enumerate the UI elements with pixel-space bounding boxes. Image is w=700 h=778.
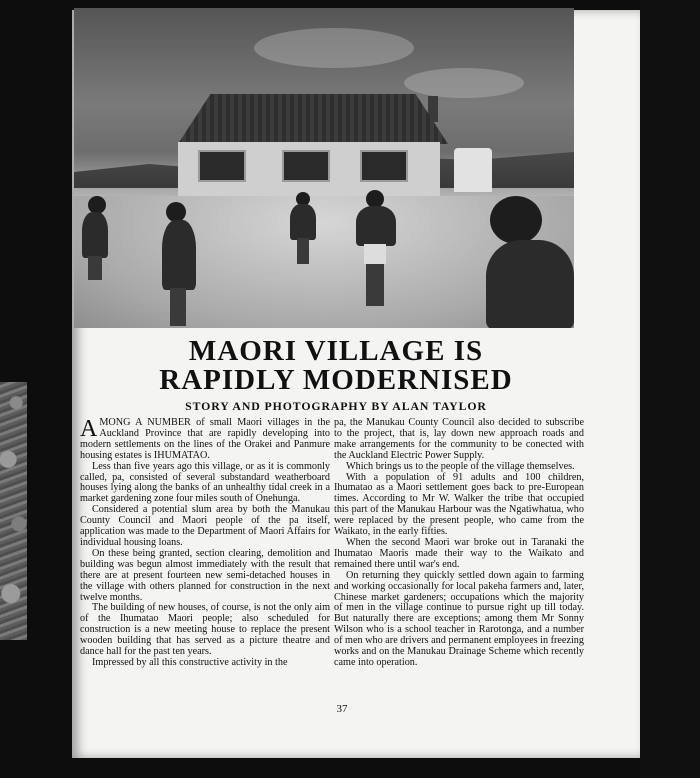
child-figure xyxy=(356,206,396,246)
child-shorts xyxy=(364,244,386,264)
article-paragraph xyxy=(80,418,330,462)
child-figure xyxy=(290,204,316,240)
headline-line: MAORI VILLAGE IS xyxy=(188,335,484,367)
page-number: 37 xyxy=(336,703,348,715)
child-legs xyxy=(297,238,309,264)
house-window xyxy=(198,150,246,182)
article-paragraph: The building of new houses, of course, is not the only aim of the Ihumatao Maori people; also scheduled for construction is a new meeting house to replace the present wooden building that has served as a picture theatre and dance hall for the past ten years. xyxy=(80,602,330,658)
child-figure xyxy=(162,220,196,290)
article-headline xyxy=(130,337,542,395)
child-figure xyxy=(486,240,574,328)
article-paragraph: Impressed by all this constructive activity in the xyxy=(92,656,288,668)
house-window xyxy=(282,150,330,182)
article-column-left xyxy=(80,418,330,669)
article-paragraph: With a population of 91 adults and 100 children, Ihumatao as a Maori settlement goes back to pre-European times. According to Mr W. Walker the tribe that occupied this part of the Manukau Harbour was the Ngatiwhatua, who were replaced by the present people, who came from the Waikato, in the early fifties. xyxy=(334,471,584,538)
article-paragraph: pa, the Manukau County Council also decided to subscribe to the project, that is, lay down new approach roads and make arrangements for the community to be conected with the Auckland Electric Power Supply. xyxy=(334,417,584,461)
child-legs xyxy=(88,256,102,280)
child-head xyxy=(166,202,186,222)
carving-illustration xyxy=(0,382,27,640)
cloud xyxy=(404,68,524,98)
child-legs xyxy=(170,288,186,326)
cloud xyxy=(254,28,414,68)
water-tank xyxy=(454,148,492,192)
article-paragraph: On returning they quickly settled down again to farming and working occasionally for local pakeha farmers and, later, Chinese market gardeners; occupations which the majority of men in the village continue to pursue right up till today. But naturally there are exceptions; among them Mr Sonny Wilson who is a school teacher in Rarotonga, and a number of men who are drivers and permanent employees in freezing works and on the Manukau Drainage Scheme which recently came into operation. xyxy=(334,569,584,668)
paragraph-text: MONG A NUMBER of small Maori villages in the Auckland Province that are rapidly developing into modern settlements on the lines of the Orakei and Panmure housing estates is IHUMATAO. xyxy=(80,417,330,461)
house-window xyxy=(360,150,408,182)
child-figure xyxy=(82,212,108,258)
child-head xyxy=(490,196,542,244)
article-paragraph: On these being granted, section clearing, demolition and building was begun almost immediately with the result that there are at present fourteen new semi-detached houses in the village with others planned for construction in the next twelve months. xyxy=(80,547,330,603)
article-paragraph: Considered a potential slum area by both the Manukau County Council and Maori people of the pa itself, application was made to the Department of Maori Affairs for individual housing loans. xyxy=(80,504,330,548)
background-right xyxy=(640,0,700,778)
house-roof xyxy=(178,94,448,144)
article-column-right xyxy=(334,418,584,669)
headline-line: RAPIDLY MODERNISED xyxy=(159,364,513,396)
village-photograph xyxy=(74,8,574,328)
article-byline: STORY AND PHOTOGRAPHY BY ALAN TAYLOR xyxy=(185,399,487,413)
article-paragraph: When the second Maori war broke out in Taranaki the Ihumatao Maoris made their way to the Waikato and remained there until war's end. xyxy=(334,536,584,570)
drop-cap: A xyxy=(80,416,98,442)
child-legs xyxy=(366,264,384,306)
article-paragraph: Which brings us to the people of the village themselves. xyxy=(346,460,575,472)
article-paragraph: Less than five years ago this village, or as it is commonly called, pa, consisted of several substandard weatherboard houses lying along the banks of an unhealthy tidal creek in a market gardening zone four miles south of Onehunga. xyxy=(80,460,330,505)
